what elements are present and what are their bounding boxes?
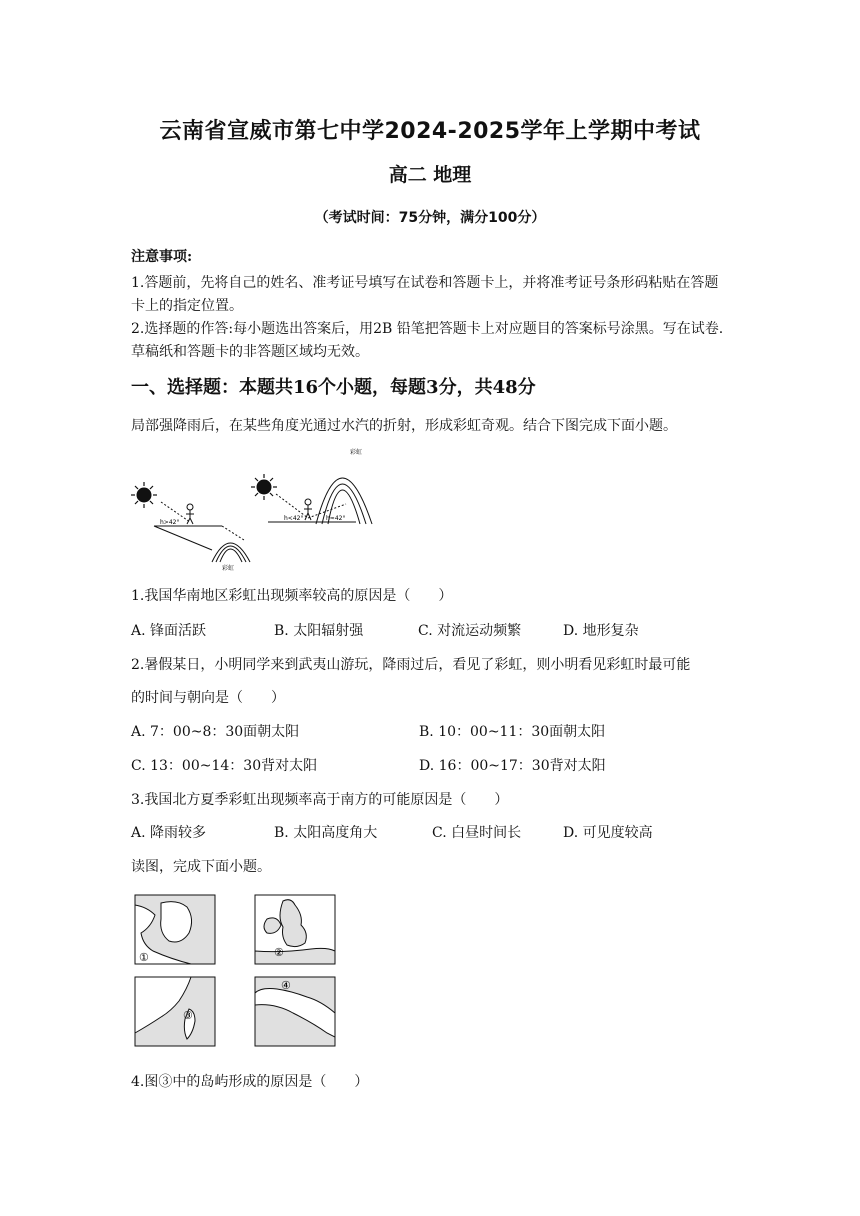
notice-item-2: 2.选择题的作答:每小题选出答案后，用2B 铅笔把答题卡上对应题目的答案标号涂黑。写在试卷.草稿纸和答题卡的非答题区域均无效。 <box>131 321 724 360</box>
q1-stem: 1.我国华南地区彩虹出现频率较高的原因是（ ） <box>131 588 453 604</box>
map-label-1: ① <box>139 951 149 964</box>
angle-label-right-a: h<42° <box>284 515 304 522</box>
q3-option-d: D. 可见度较高 <box>563 825 653 841</box>
intro-rainbow: 局部强降雨后，在某些角度光通过水汽的折射，形成彩虹奇观。结合下图完成下面小题。 <box>131 418 677 434</box>
q2-stem-line2: 的时间与朝向是（ ） <box>131 690 285 706</box>
rainbow-label-right: 彩虹 <box>350 449 363 456</box>
q2-option-d: D. 16：00~17：30背对太阳 <box>419 758 606 774</box>
intro-maps: 读图，完成下面小题。 <box>131 859 271 875</box>
section-heading: 一、选择题：本题共16个小题，每题3分，共48分 <box>131 377 536 398</box>
notice-item-1: 1.答题前，先将自己的姓名、准考证号填写在试卷和答题卡上，并将准考证号条形码粘贴在答题卡上的指定位置。 <box>131 275 719 314</box>
q1-option-a: A. 锋面活跃 <box>131 623 207 639</box>
q1-option-d: D. 地形复杂 <box>563 623 639 639</box>
q3-stem: 3.我国北方夏季彩虹出现频率高于南方的可能原因是（ ） <box>131 792 509 808</box>
exam-time: （考试时间：75分钟，满分100分） <box>314 210 546 226</box>
q1-option-c: C. 对流运动频繁 <box>418 623 522 639</box>
exam-subtitle: 高二 地理 <box>388 164 472 186</box>
coastline-maps-figure <box>131 893 341 1053</box>
rainbow-label-left: 彩虹 <box>222 565 235 572</box>
q4-stem: 4.图③中的岛屿形成的原因是（ ） <box>131 1074 369 1090</box>
q3-option-b: B. 太阳高度角大 <box>274 825 378 841</box>
q3-option-a: A. 降雨较多 <box>131 825 207 841</box>
q2-option-a: A. 7：00~8：30面朝太阳 <box>131 724 300 740</box>
angle-label-left: h>42° <box>160 519 180 526</box>
angle-label-right-b: h≈42° <box>326 515 346 522</box>
q2-option-c: C. 13：00~14：30背对太阳 <box>131 758 318 774</box>
rainbow-figure <box>126 444 386 574</box>
q3-option-c: C. 白昼时间长 <box>432 825 522 841</box>
q2-option-b: B. 10：00~11：30面朝太阳 <box>419 724 606 740</box>
q1-option-b: B. 太阳辐射强 <box>274 623 364 639</box>
q2-stem-line1: 2.暑假某日，小明同学来到武夷山游玩，降雨过后，看见了彩虹，则小明看见彩虹时最可能 <box>131 657 691 673</box>
notice-heading: 注意事项: <box>131 249 193 265</box>
map-label-3: ③ <box>183 1009 193 1022</box>
map-label-4: ④ <box>281 979 291 992</box>
map-label-2: ② <box>274 946 284 959</box>
exam-title: 云南省宣威市第七中学2024-2025学年上学期中考试 <box>159 119 701 144</box>
